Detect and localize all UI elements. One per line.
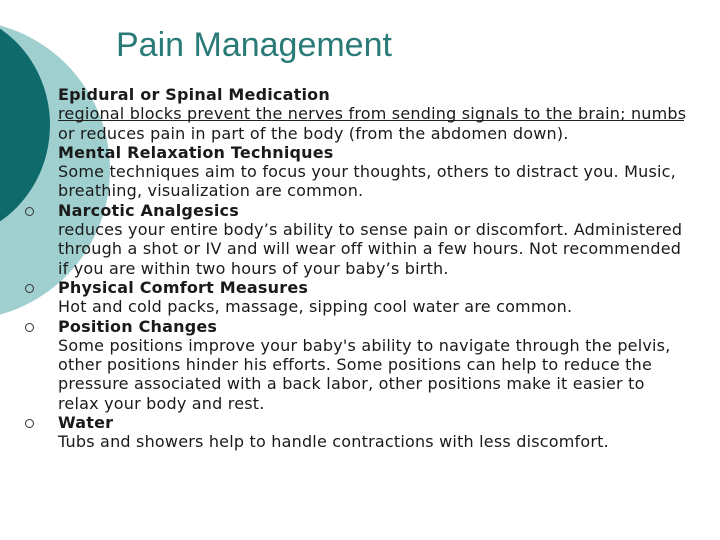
- bullet-circle-icon: [25, 284, 34, 293]
- bullet-circle-icon: [25, 207, 34, 216]
- item-heading: Position Changes: [58, 316, 218, 336]
- item-heading: Mental Relaxation Techniques: [58, 142, 334, 162]
- item-heading: Physical Comfort Measures: [58, 277, 309, 297]
- list-item-position: [58, 317, 688, 413]
- item-heading: Water: [58, 413, 114, 433]
- bullet-circle-icon: [25, 323, 34, 332]
- list-item-epidural: [58, 85, 688, 143]
- item-heading: Epidural or Spinal Medication: [58, 85, 330, 104]
- list-item-relaxation: [58, 143, 688, 201]
- list-item-water: [58, 413, 688, 452]
- slide-title: Pain Management: [116, 26, 392, 64]
- item-description: reduces your entire body’s ability to sense pain or discomfort. Administered through a shot or IV and will wear off within a few hours. Not recommended if you are within two hours of your baby’s birth.: [58, 220, 683, 278]
- bullet-circle-icon: [25, 419, 34, 428]
- item-heading: Narcotic Analgesics: [58, 200, 239, 220]
- list-item-comfort: [58, 278, 688, 317]
- item-description: regional blocks prevent the nerves from sending signals to the brain; numbs or reduces pain in part of the body (from the abdomen down).: [58, 104, 687, 143]
- item-description: Some positions improve your baby's ability to navigate through the pelvis, other positions hinder his efforts. Some positions can help to reduce the pressure associated with a back labor, other positions make it easier to relax your body and rest.: [58, 335, 671, 413]
- bullet-list: [58, 85, 688, 452]
- item-description: Hot and cold packs, massage, sipping cool water are common.: [58, 297, 573, 317]
- item-description: Tubs and showers help to handle contractions with less discomfort.: [58, 432, 609, 452]
- item-description: Some techniques aim to focus your thoughts, others to distract you. Music, breathing, visualization are common.: [58, 162, 676, 201]
- list-item-narcotic: [58, 201, 688, 278]
